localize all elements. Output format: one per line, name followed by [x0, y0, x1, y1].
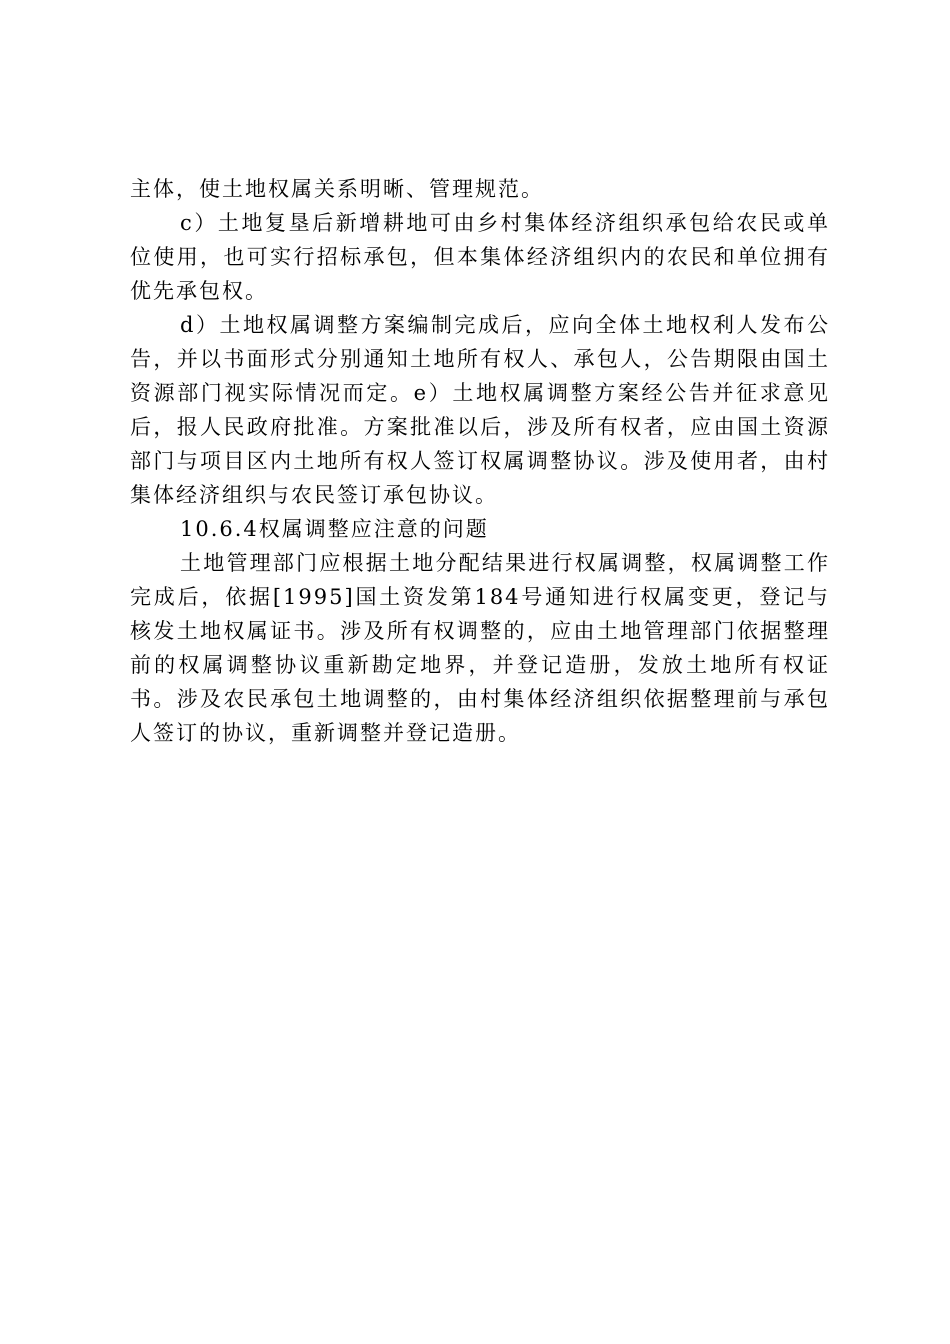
document-body [130, 172, 830, 750]
paragraph-item-d-e: d）土地权属调整方案编制完成后，应向全体土地权利人发布公告，并以书面形式分别通知土地所有权人、承包人，公告期限由国土资源部门视实际情况而定。e）土地权属调整方案经公告并征求意见后，报人民政府批准。方案批准以后，涉及所有权者，应由国土资源部门与项目区内土地所有权人签订权属调整协议。涉及使用者，由村集体经济组织与农民签订承包协议。 [130, 313, 830, 507]
paragraph-section-body: 土地管理部门应根据土地分配结果进行权属调整，权属调整工作完成后，依据[1995]国土资发第184号通知进行权属变更，登记与核发土地权属证书。涉及所有权调整的，应由土地管理部门依据整理前的权属调整协议重新勘定地界，并登记造册，发放土地所有权证书。涉及农民承包土地调整的，由村集体经济组织依据整理前与承包人签订的协议，重新调整并登记造册。 [130, 551, 830, 745]
paragraph-item-c: c）土地复垦后新增耕地可由乡村集体经济组织承包给农民或单位使用，也可实行招标承包，但本集体经济组织内的农民和单位拥有优先承包权。 [130, 211, 830, 303]
paragraph-continuation: 主体，使土地权属关系明晰、管理规范。 [130, 177, 544, 201]
section-heading: 10.6.4权属调整应注意的问题 [180, 517, 489, 541]
